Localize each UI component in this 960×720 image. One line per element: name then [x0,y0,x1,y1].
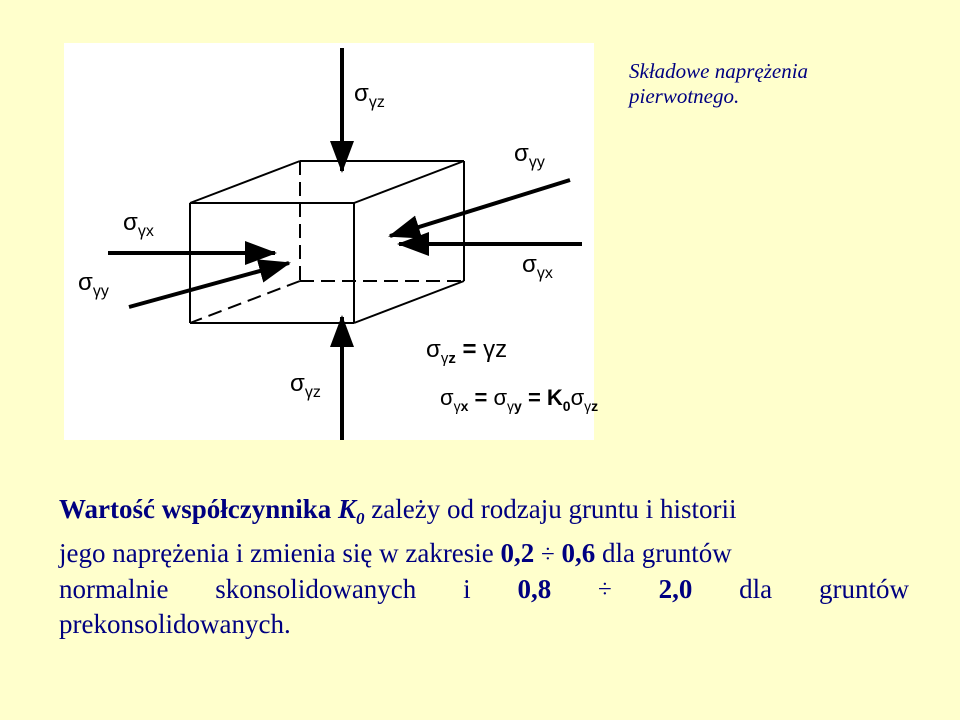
label-sigma-gamma-z-bottom: $\sigma_\gamma z$ [290,370,321,401]
label-sigma-gamma-x-right: $\sigma_\gamma x$ [522,251,553,282]
paragraph-after-k: zależy od rodzaju gruntu i historii [364,494,737,524]
paragraph-bold-intro: Wartość współczynnika [59,494,332,524]
arrow-sigma-y-front [129,263,289,307]
cube-edge [354,161,464,203]
description-paragraph [59,492,909,642]
cube-edge [190,161,300,203]
figure-panel [64,43,599,440]
arrow-sigma-y-back [390,180,570,236]
range-value-3: 0,8 [517,574,552,604]
equation-sigma-x-y: $\sigma_\gamma x = \sigma_\gamma y = K_0\sigma_\gamma z$ [440,385,599,414]
label-sigma-gamma-x-left: $\sigma_\gamma x$ [123,209,154,240]
paragraph-line-3 [59,572,909,607]
paragraph-line-1 [59,492,909,536]
k0-symbol: $K_0$ [338,494,365,528]
paragraph-word: gruntów [819,574,909,604]
caption-line-2: pierwotnego. [629,84,740,108]
divide-sign: ÷ [541,541,555,568]
paragraph-word: dla [739,574,773,604]
stress-cube-diagram [64,43,599,440]
label-sigma-gamma-y-back: $\sigma_\gamma y$ [514,140,545,171]
paragraph-word: normalnie [59,574,169,604]
range-value-1: 0,2 [500,538,535,568]
paragraph-word: skonsolidowanych [215,574,417,604]
label-sigma-gamma-z-top: $\sigma_\gamma z$ [354,80,385,111]
range-value-2: 0,6 [561,538,596,568]
paragraph-word: i [463,574,471,604]
divide-sign: ÷ [598,576,612,603]
equation-sigma-z: $\sigma_\gamma z = \gamma z$ [426,336,508,367]
label-sigma-gamma-y-front: $\sigma_\gamma y$ [78,269,109,300]
paragraph-line-2: jego naprężenia i zmienia się w zakresie 0,2 ÷ 0,6 dla gruntów [59,538,732,568]
paragraph-line-4: prekonsolidowanych. [59,609,291,639]
cube-edge [354,281,464,323]
range-value-4: 2,0 [658,574,693,604]
caption-line-1: Składowe naprężenia [629,59,809,83]
